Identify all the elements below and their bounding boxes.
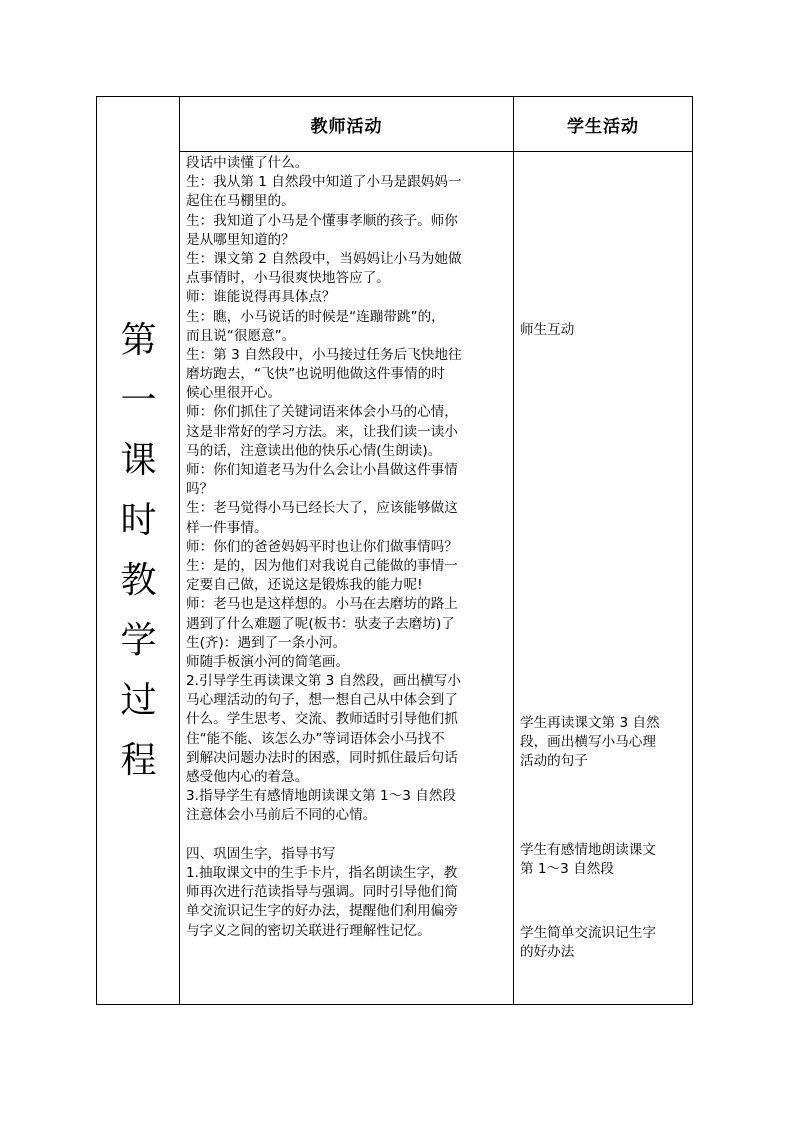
student-note-line: 段，画出横写小马心理 xyxy=(520,734,656,751)
teacher-text-line: 生：第 3 自然段中，小马接过任务后飞快地往 xyxy=(186,346,462,363)
student-note-line: 活动的句子 xyxy=(520,753,588,770)
teacher-text-line: 什么。学生思考、交流、教师适时引导他们抓 xyxy=(186,711,458,728)
lesson-plan-table xyxy=(96,96,693,1005)
stage-title-char: 程 xyxy=(120,739,157,781)
teacher-text-line: 师：老马也是这样想的。小马在去磨坊的路上 xyxy=(186,596,458,613)
teacher-text-line: 候心里很开心。 xyxy=(186,385,282,402)
teacher-text-line: 生：课文第 2 自然段中，当妈妈让小马为她做 xyxy=(186,250,462,267)
teacher-text-line: 而且说“很愿意”。 xyxy=(186,327,296,344)
stage-title-char: 第 xyxy=(120,319,157,361)
teacher-text-line: 是从哪里知道的？ xyxy=(186,231,295,248)
student-note-line: 学生有感情地朗读课文 xyxy=(520,842,656,858)
teacher-text-line: 师随手板演小河的简笔画。 xyxy=(186,653,350,670)
teacher-text-line: 马心理活动的句子，想一想自己从中体会到了 xyxy=(186,692,458,709)
teacher-text-line: 单交流识记生字的好办法，提醒他们利用偏旁 xyxy=(186,903,458,920)
teacher-text-line: 遇到了什么难题了呢(板书：驮麦子去磨坊)了 xyxy=(186,615,455,632)
teacher-text-line: 师：谁能说得再具体点？ xyxy=(186,289,336,306)
teacher-text-line: 生：老马觉得小马已经长大了，应该能够做这 xyxy=(186,500,458,517)
teacher-text-line: 磨坊跑去，“飞快”也说明他做这件事情的时 xyxy=(186,366,445,383)
teacher-text-line: 定要自己做，还说这是锻炼我的能力呢! xyxy=(186,577,423,594)
student-note xyxy=(520,924,656,962)
teacher-text-line: 生：我知道了小马是个懂事孝顺的孩子。师你 xyxy=(186,212,458,229)
teacher-text-line: 样一件事情。 xyxy=(186,519,268,536)
teacher-text-line: 师：你们知道老马为什么会让小昌做这件事情 xyxy=(186,462,458,478)
stage-title-char: 教 xyxy=(120,559,157,601)
student-activity-header: 学生活动 xyxy=(567,117,639,137)
teacher-text-line xyxy=(186,826,510,845)
teacher-text-line: 起住在马棚里的。 xyxy=(186,193,295,210)
teacher-text-line: 段话中读懂了什么。 xyxy=(186,155,309,171)
student-note xyxy=(520,714,660,772)
teacher-text-line: 吗？ xyxy=(186,481,214,498)
stage-title xyxy=(97,97,180,1004)
stage-title-char: 时 xyxy=(120,499,157,541)
teacher-text-line: 生(齐)：遇到了一条小河。 xyxy=(186,634,347,651)
teacher-text-line: 感受他内心的着急。 xyxy=(186,769,309,785)
stage-title-char: 课 xyxy=(120,439,157,481)
stage-title-char: 一 xyxy=(120,379,157,421)
teacher-activity-text xyxy=(186,154,510,941)
teacher-text-line: 生：我从第 1 自然段中知道了小马是跟妈妈一 xyxy=(186,174,462,191)
student-note xyxy=(520,321,574,340)
teacher-text-line: 注意体会小马前后不同的心情。 xyxy=(186,807,377,824)
teacher-text-line: 四、巩固生字，指导书写 xyxy=(186,845,336,862)
teacher-text-line: 2.引导学生再读课文第 3 自然段，画出横写小 xyxy=(186,673,461,690)
stage-title-char: 学 xyxy=(120,619,157,661)
teacher-text-line: 3.指导学生有感情地朗读课文第 1～3 自然段 xyxy=(186,788,457,805)
teacher-activity-header: 教师活动 xyxy=(310,117,383,137)
teacher-text-line: 师：你们抓住了关键词语来体会小马的心情， xyxy=(186,404,458,421)
teacher-text-line: 点事情时，小马很爽快地答应了。 xyxy=(186,270,390,287)
teacher-text-line: 与字义之间的密切关联进行理解性记忆。 xyxy=(186,922,431,939)
teacher-text-line: 师再次进行范读指导与强调。同时引导他们简 xyxy=(186,884,458,901)
teacher-text-line: 马的话，注意读出他的快乐心情(生朗读)。 xyxy=(186,442,442,459)
column-divider-activities xyxy=(513,97,514,1004)
student-note xyxy=(520,841,656,879)
student-note-line: 师生互动 xyxy=(520,322,575,338)
teacher-text-line: 生：瞧，小马说话的时候是“连蹦带跳”的， xyxy=(186,308,445,325)
stage-title-char: 过 xyxy=(120,679,157,721)
teacher-text-line: 住“能不能、该怎么办”等词语体会小马找不 xyxy=(186,730,445,747)
teacher-text-line: 师：你们的爸爸妈妈平时也让你们做事情吗？ xyxy=(186,538,458,555)
student-note-line: 学生再读课文第 3 自然 xyxy=(520,715,660,731)
teacher-text-line: 到解决问题办法时的困惑，同时抓住最后句话 xyxy=(186,749,458,766)
teacher-text-line: 这是非常好的学习方法。来，让我们读一读小 xyxy=(186,423,458,440)
teacher-text-line: 生：是的，因为他们对我说自己能做的事情一 xyxy=(186,557,458,574)
student-note-line: 第 1～3 自然段 xyxy=(520,861,614,878)
teacher-text-line: 1.抽取课文中的生手卡片，指名朗读生字，教 xyxy=(186,864,458,881)
student-note-line: 的好办法 xyxy=(520,944,575,961)
student-note-line: 学生简单交流识记生字 xyxy=(520,925,656,941)
